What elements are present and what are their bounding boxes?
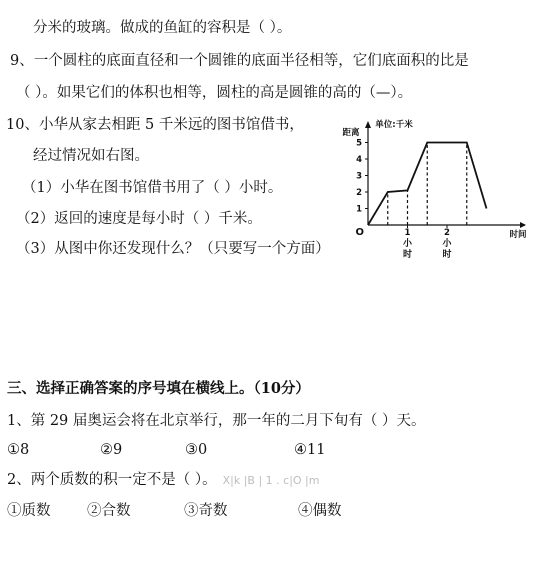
x-tick-unit-1: 小 xyxy=(442,239,452,249)
y-tick-label: 4 xyxy=(356,155,362,165)
question-10-sub-1: （1）小华在图书馆借书用了（ ）小时。 xyxy=(22,180,283,196)
option-2-c: ③奇数 xyxy=(184,503,228,519)
y-axis-label: 距离 xyxy=(342,128,360,138)
option-1-d: ④11 xyxy=(294,442,326,458)
question-10-sub-3: （3）从图中你还发现什么？（只要写一个方面） xyxy=(16,241,330,257)
choice-question-2 xyxy=(7,471,319,490)
origin-label: O xyxy=(355,227,364,238)
question-9-line-2: （ ）。如果它们的体积也相等，圆柱的高是圆锥的高的（—）。 xyxy=(16,85,413,101)
y-tick-label: 3 xyxy=(356,171,362,182)
section-title: 三、选择正确答案的序号填在横线上。（10分） xyxy=(7,380,310,397)
y-axis-arrow xyxy=(365,121,371,128)
option-2-b: ②合数 xyxy=(87,503,131,519)
x-tick-label: 1 xyxy=(404,228,411,238)
y-tick-label: 2 xyxy=(356,188,362,198)
y-tick-label: 1 xyxy=(356,204,362,215)
question-10-line-2: 经过情况如右图。 xyxy=(33,148,149,164)
unit-label: 单位:千米 xyxy=(375,120,413,130)
choice-question-2-text: 2、两个质数的积一定不是（ ）。 xyxy=(7,472,217,488)
x-tick-unit-1: 小 xyxy=(402,239,413,249)
distance-time-chart xyxy=(340,115,530,265)
x-tick-unit-2: 时 xyxy=(402,250,413,260)
question-9-line-1: 9、一个圆柱的底面直径和一个圆锥的底面半径相等，它们底面积的比是 xyxy=(10,53,469,69)
option-1-c: ③0 xyxy=(185,442,208,458)
option-2-d: ④偶数 xyxy=(298,503,342,519)
line-1: 分米的玻璃。做成的鱼缸的容积是（ ）。 xyxy=(33,20,292,36)
watermark-text: X|k |B | 1 . c|O |m xyxy=(222,474,320,487)
x-axis-label: 时间 xyxy=(509,230,527,240)
x-axis-arrow xyxy=(520,222,526,228)
option-2-a: ①质数 xyxy=(7,503,51,519)
option-1-b: ②9 xyxy=(100,442,123,458)
x-tick-label: 2 xyxy=(444,228,450,238)
x-tick-unit-2: 时 xyxy=(442,250,452,260)
question-10-sub-2: （2）返回的速度是每小时（ ）千米。 xyxy=(16,211,262,227)
question-10-line-1: 10、小华从家去相距 5 千米远的图书馆借书， xyxy=(6,117,304,133)
option-1-a: ①8 xyxy=(7,442,30,458)
y-tick-label: 5 xyxy=(356,138,362,149)
choice-question-1: 1、第 29 届奥运会将在北京举行，那一年的二月下旬有（ ）天。 xyxy=(7,413,426,429)
